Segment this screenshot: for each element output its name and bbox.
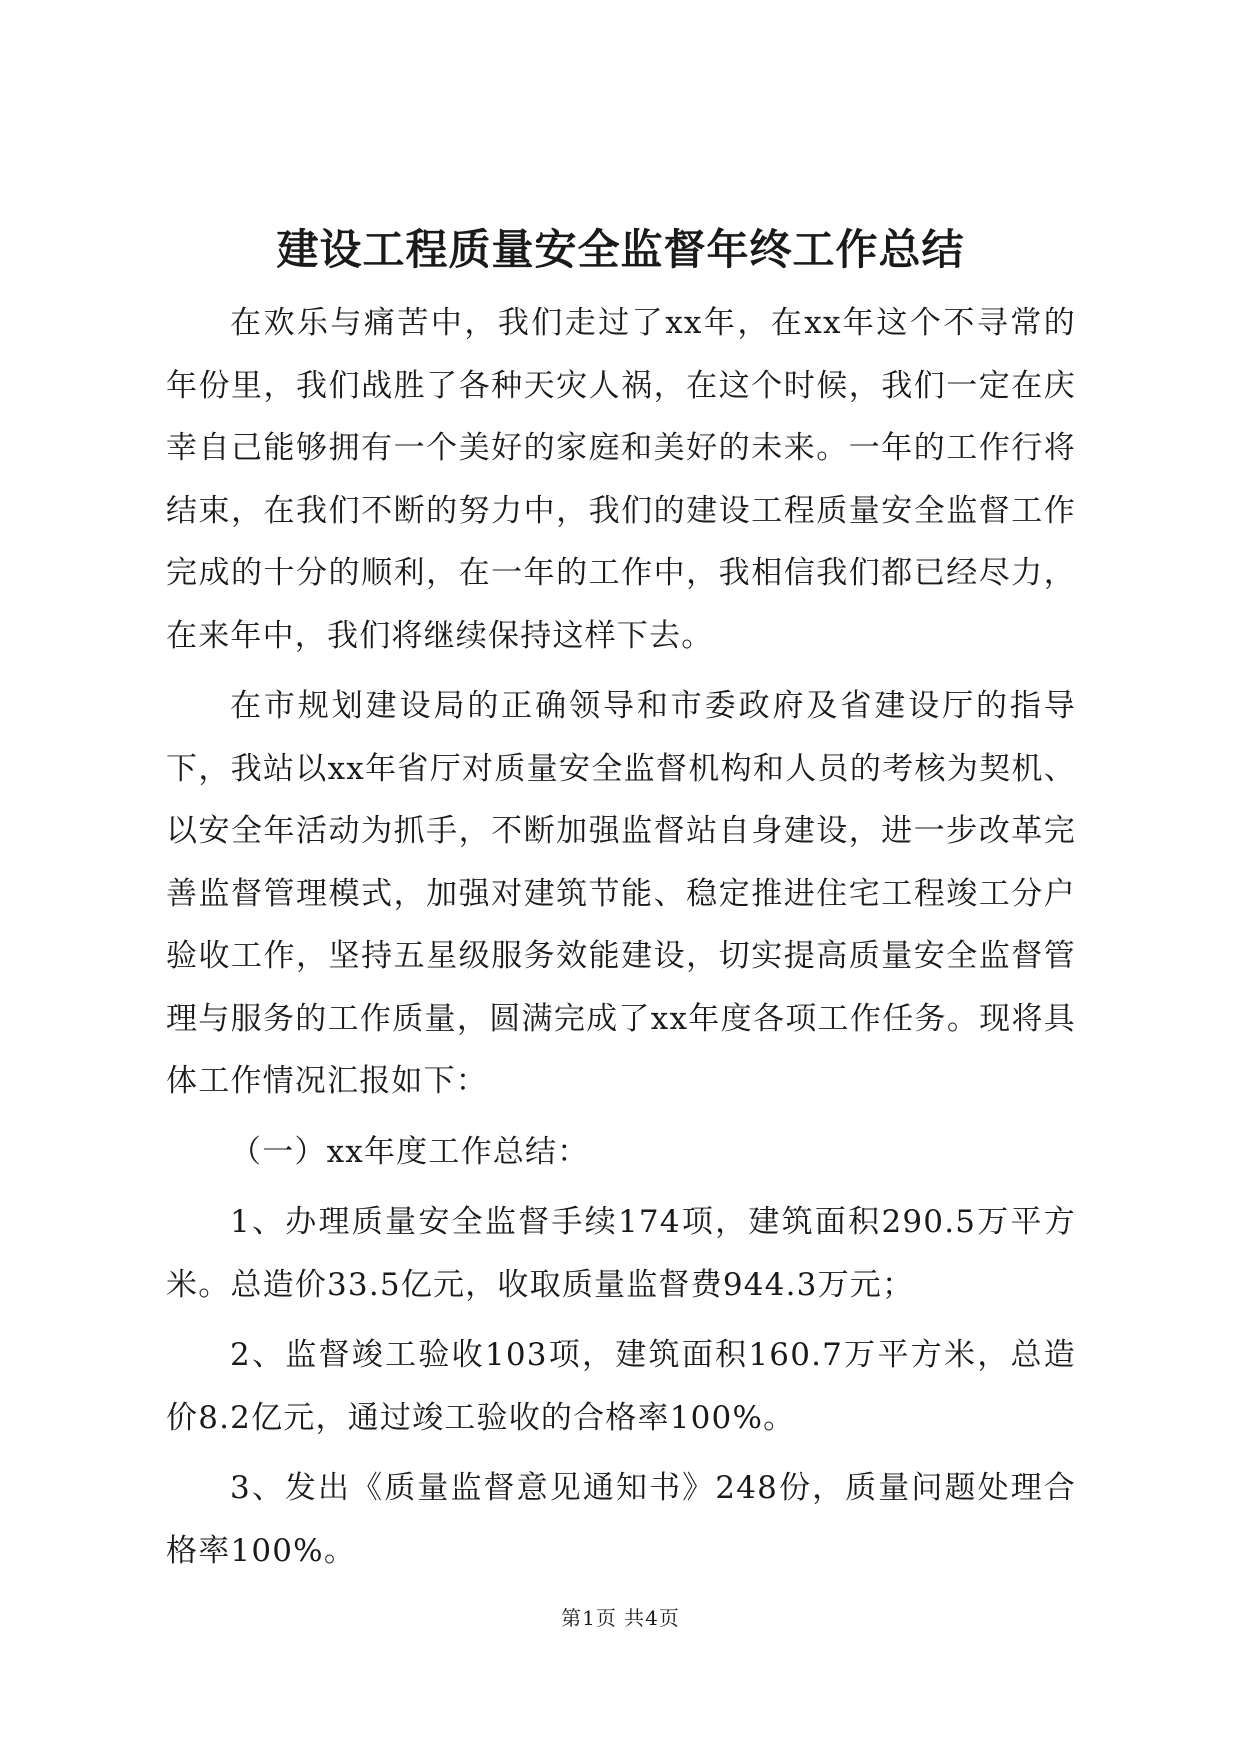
- page-number-footer: 第1页 共4页: [561, 1606, 680, 1630]
- section-heading: （一）xx年度工作总结：: [230, 1133, 590, 1170]
- paragraph-gap: [166, 1449, 1076, 1457]
- list-item-2: 2、监督竣工验收103项，建筑面积160.7万平方米，总造价8.2亿元，通过竣工验收的合格率100%。: [166, 1337, 1076, 1436]
- paragraph-gap: [166, 1316, 1076, 1324]
- paragraph-intro: 在欢乐与痛苦中，我们走过了xx年，在xx年这个不寻常的年份里，我们战胜了各种天灾人祸，在这个时候，我们一定在庆幸自己能够拥有一个美好的家庭和美好的未来。一年的工作行将结束，在我们不断的努力中，我们的建设工程质量安全监督工作完成的十分的顺利，在一年的工作中，我相信我们都已经尽力，在来年中，我们将继续保持这样下去。: [166, 305, 1076, 654]
- list-item-3: 3、发出《质量监督意见通知书》248份，质量问题处理合格率100%。: [166, 1470, 1076, 1569]
- paragraph-gap: [166, 1113, 1076, 1121]
- paragraph-gap: [166, 1183, 1076, 1191]
- document-title: 建设工程质量安全监督年终工作总结: [276, 225, 965, 274]
- paragraph-gap: [166, 667, 1076, 675]
- list-item-1: 1、办理质量安全监督手续174项，建筑面积290.5万平方米。总造价33.5亿元，收取质量监督费944.3万元；: [166, 1204, 1076, 1303]
- paragraph-overview: 在市规划建设局的正确领导和市委政府及省建设厅的指导下，我站以xx年省厅对质量安全监督机构和人员的考核为契机、以安全年活动为抓手，不断加强监督站自身建设，进一步改革完善监督管理模式，加强对建筑节能、稳定推进住宅工程竣工分户验收工作，坚持五星级服务效能建设，切实提高质量安全监督管理与服务的工作质量，圆满完成了xx年度各项工作任务。现将具体工作情况汇报如下：: [166, 688, 1076, 1099]
- document-body: [166, 292, 1076, 1582]
